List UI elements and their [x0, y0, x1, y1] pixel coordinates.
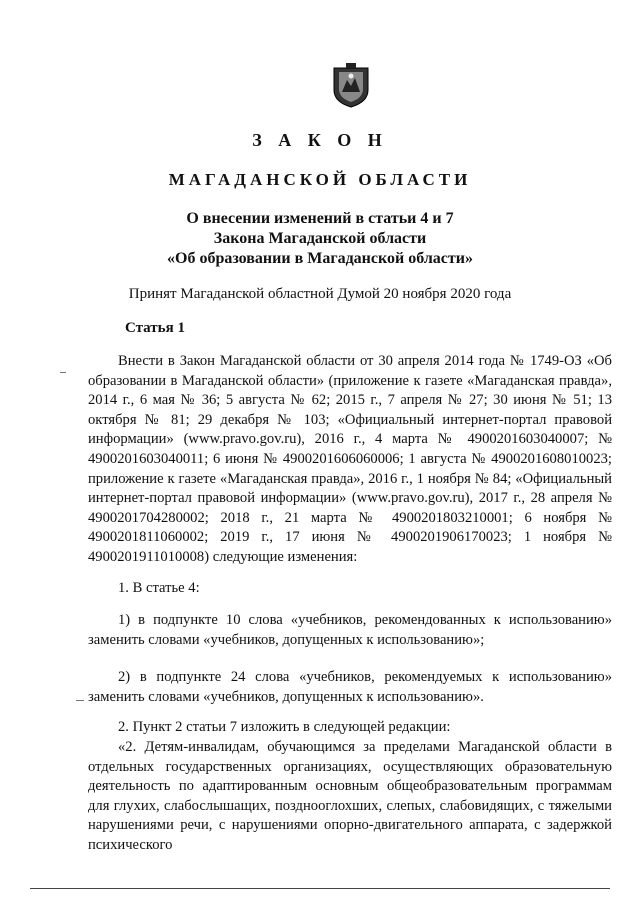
law-subtitle-line-2: Закона Магаданской области — [213, 230, 427, 247]
law-subtitle-line-1: О внесении изменений в статьи 4 и 7 — [186, 210, 454, 227]
article-intro-paragraph: Внести в Закон Магаданской области от 30 апреля 2014 года № 1749-ОЗ «Об образовании в Магаданской области» (приложение к газете «Магаданская правда», 2014 г., 6 мая № 36; 5 августа № 62; 2015 г., 7 апреля № 27; 30 июня № 51; 13 октября № 81; 29 декабря № 103; «Официальный интернет-портал правовой информации» (www.pravo.gov.ru), 2016 г., 4 марта № 4900201603040007; № 4900201603040011; 6 июня № 4900201606060006; 1 августа № 4900201608010023; приложение к газете «Магаданская правда», 2016 г., 1 ноября № 84; «Официальный интернет-портал правовой информации» (www.pravo.gov.ru), 2017 г., 28 апреля № 4900201704280002; 2018 г., 21 марта № 4900201803210001; 6 ноября № 4900201811060002; 2019 г., 17 июня № 4900201906170023; 1 ноября № 4900201911010008) следующие изменения: — [88, 353, 612, 565]
law-subtitle-line-3: «Об образовании в Магаданской области» — [167, 250, 473, 267]
page-bottom-line — [30, 888, 610, 889]
item-2-heading: 2. Пункт 2 статьи 7 изложить в следующей редакции: — [118, 719, 451, 735]
item-1-heading: 1. В статье 4: — [118, 580, 200, 596]
adoption-note: Принят Магаданской областной Думой 20 ноября 2020 года — [128, 286, 512, 302]
item-1-subitem-2: 2) в подпункте 24 слова «учебников, рекомендуемых к использованию» заменить словами «учебников, допущенных к использованию». — [88, 669, 612, 705]
coat-of-arms-icon — [331, 62, 371, 108]
region-title: МАГАДАНСКОЙ ОБЛАСТИ — [168, 170, 472, 189]
item-1-subitem-1: 1) в подпункте 10 слова «учебников, рекомендованных к использованию» заменить словами «учебников, допущенных к использованию»; — [88, 612, 612, 648]
scan-mark — [76, 700, 84, 701]
document-type: З А К О Н — [252, 130, 388, 150]
article-heading: Статья 1 — [125, 320, 185, 336]
scan-mark — [60, 372, 66, 373]
item-2-text: «2. Детям-инвалидам, обучающимся за пределами Магаданской области в отдельных государственных организациях, осуществляющих образовательную деятельность по адаптированным основным общеобразовательным программам для глухих, слабослышащих, позднооглохших, слепых, слабовидящих, с тяжелыми нарушениями речи, с нарушениями опорно-двигательного аппарата, с задержкой психического — [88, 739, 612, 853]
